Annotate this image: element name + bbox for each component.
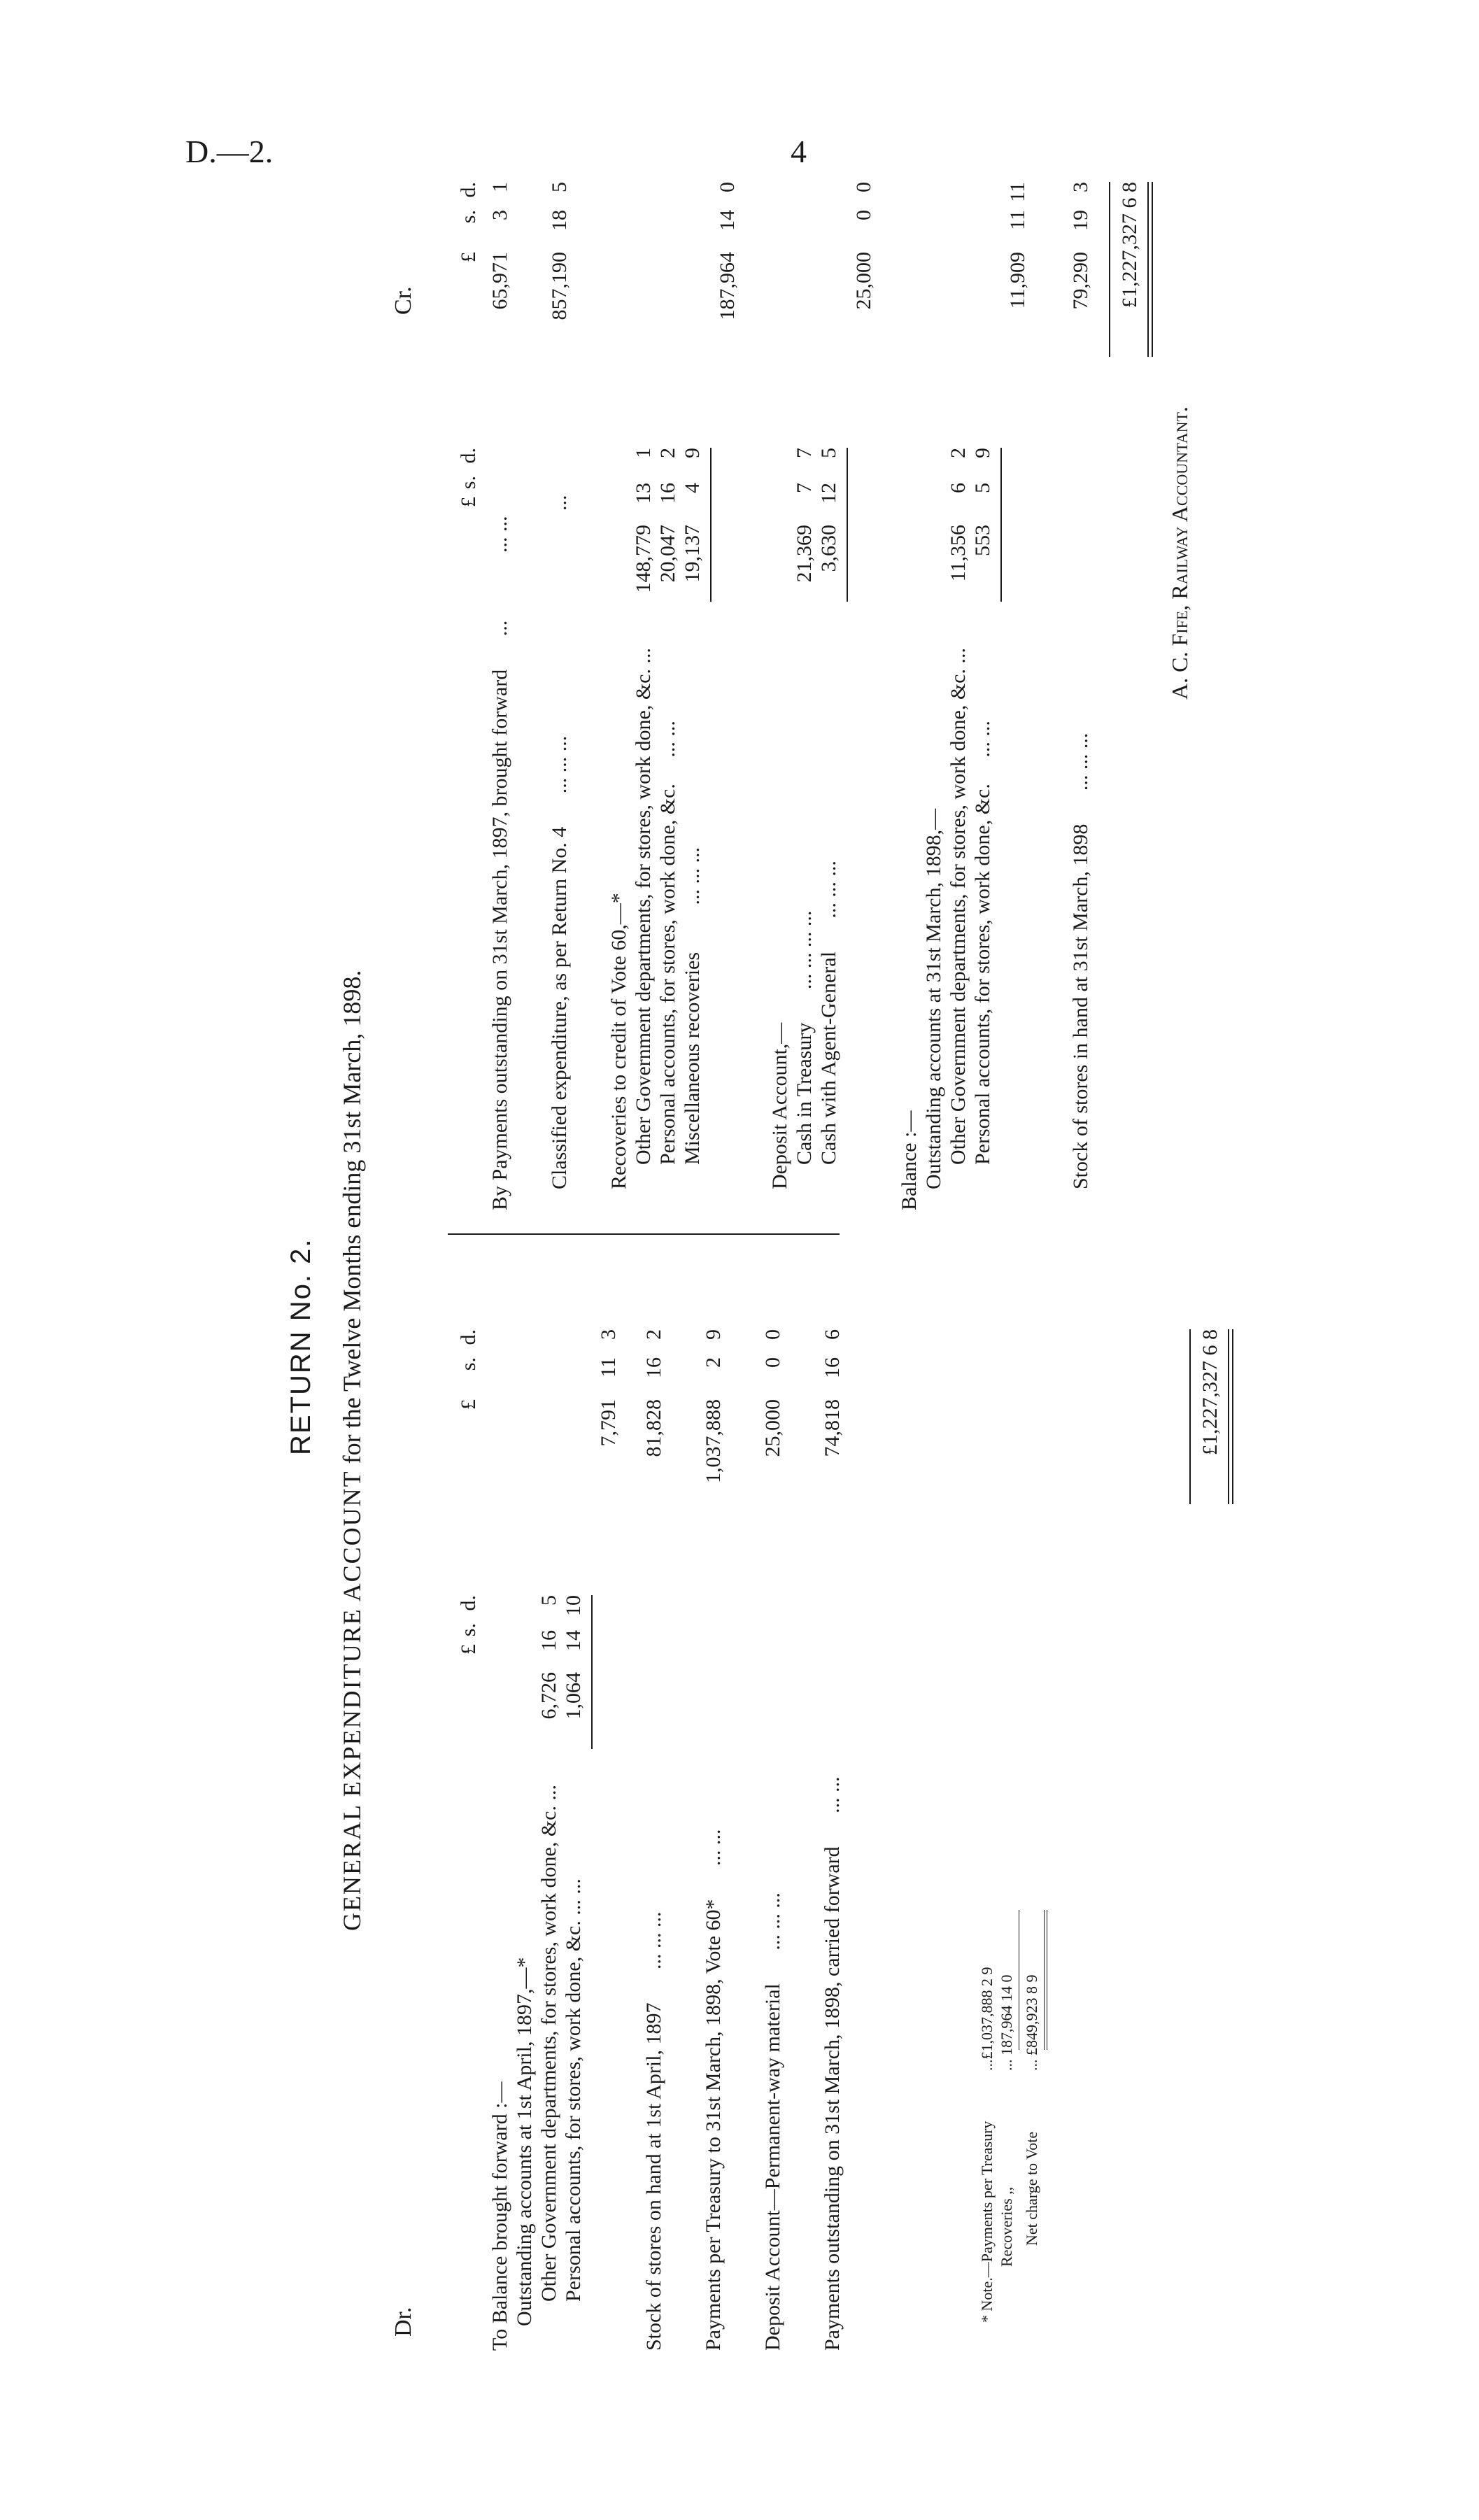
- account-title-period: for the Twelve Months ending 31st March, 1898.: [338, 970, 366, 1464]
- dr-row-outstanding-carried: [822, 1776, 843, 2351]
- cr-total-pence: 5: [548, 182, 571, 192]
- dr-row-dots: ... ... ...: [642, 1911, 665, 1970]
- cr-sub-shillings: 7: [793, 483, 816, 493]
- cr-balance-govt: [948, 648, 969, 1165]
- cr-row-classified: [549, 736, 570, 1189]
- cr-row-text: Stock of stores in hand at 31st March, 1898: [1069, 823, 1092, 1189]
- dr-tot-pounds-head: £: [457, 1399, 480, 1410]
- cr-grand-total-rule-top: [1109, 182, 1110, 357]
- cr-sub-pounds: 21,369: [793, 525, 816, 583]
- note-value-3: ... £849,923 8 9: [1023, 1974, 1040, 2071]
- cr-sub-pence: 5: [817, 448, 840, 458]
- cr-deposit-heading: Deposit Account,—: [768, 1022, 791, 1189]
- dr-total-pence: 2: [642, 1329, 665, 1340]
- cr-balance-heading: Balance :—: [898, 1110, 921, 1210]
- cr-deposit-agent: [819, 861, 840, 1165]
- cr-recovery-misc: [682, 847, 703, 1165]
- note-label-3: Net charge to Vote: [1023, 2131, 1040, 2246]
- dr-total-shillings: 16: [642, 1357, 665, 1378]
- note-label-2: Recoveries ,,: [998, 2186, 1015, 2267]
- cr-sub-shillings: 6: [947, 483, 970, 493]
- cr-row-dots: ... ...: [971, 721, 994, 758]
- cr-grand-total: £1,227,327 6 8: [1118, 182, 1141, 308]
- cr-sub-shillings-head: s.: [457, 476, 480, 490]
- dr-row-dots: ... ... ...: [761, 1892, 784, 1951]
- note-label-1: * Note.—Payments per Treasury: [978, 2121, 996, 2323]
- cr-row-text: By Payments outstanding on 31st March, 1897, brought forward: [488, 669, 511, 1210]
- cr-sub-pounds-head: £: [457, 497, 480, 507]
- cr-row-dots: ... ...: [656, 721, 679, 758]
- cr-tot-shillings-head: s.: [457, 210, 480, 224]
- account-title: [339, 970, 365, 1931]
- cr-total-pence: 1: [488, 182, 511, 192]
- cr-total-pence: 0: [716, 182, 739, 192]
- cr-row-dots: ... ... ...: [681, 847, 704, 905]
- cr-sub-pence: 9: [971, 448, 994, 458]
- cr-sub-shillings: 4: [681, 483, 704, 493]
- dr-total-shillings: 16: [821, 1357, 844, 1378]
- dr-sub-pence: 10: [562, 1595, 585, 1616]
- note-double-rule-a: [1044, 1910, 1045, 2050]
- cr-row-dots: ... ... ...: [817, 861, 840, 919]
- dr-intro: To Balance brought forward :—: [488, 2081, 511, 2351]
- cr-tot-pounds-head: £: [457, 252, 480, 262]
- cr-total-pence: 0: [852, 182, 875, 192]
- cr-sub-pounds: 148,779: [632, 525, 655, 593]
- cr-sub-pence: 2: [947, 448, 970, 458]
- cr-deposit-treasury: [794, 911, 815, 1165]
- cr-sub-pence-head: d.: [457, 448, 480, 464]
- cr-row-dots: ... ... ... ...: [793, 910, 816, 990]
- page-number: 4: [791, 134, 807, 169]
- rotated-ledger: [140, 0, 1329, 2365]
- doc-reference: D.—2.: [185, 134, 274, 169]
- dr-row-text: Deposit Account—Permanent-way material: [761, 1983, 784, 2351]
- cr-total-pounds: 187,964: [716, 252, 739, 320]
- dr-total-pence: 9: [702, 1329, 725, 1340]
- dr-total-pounds: 81,828: [642, 1399, 665, 1457]
- dr-sub-pounds: 6,726: [537, 1672, 560, 1720]
- cr-row-text: Other Government departments, for stores, work done, &c.: [947, 669, 970, 1165]
- cr-row-text: Personal accounts, for stores, work done, &c.: [656, 784, 679, 1165]
- dr-row-payments-treasury: [703, 1829, 724, 2351]
- center-divider: [448, 1233, 840, 1235]
- account-title-caps: GENERAL EXPENDITURE ACCOUNT: [338, 1470, 366, 1931]
- dr-total-shillings: 11: [597, 1357, 620, 1378]
- cr-sub-pounds: 19,137: [681, 525, 704, 583]
- cr-row-text: Cash in Treasury: [793, 1022, 816, 1165]
- dr-total-pence: 0: [761, 1329, 784, 1340]
- dr-row-dots: ... ...: [821, 1776, 844, 1813]
- dr-total-pence: 6: [821, 1329, 844, 1340]
- cr-sub-pence: 2: [656, 448, 679, 458]
- dr-tot-pence-head: d.: [457, 1329, 480, 1345]
- dr-row-dots: ... ...: [562, 1878, 585, 1916]
- dr-total-pounds: 7,791: [597, 1399, 620, 1447]
- cr-sub-shillings: 13: [632, 483, 655, 504]
- dr-row-dots: ...: [537, 1785, 560, 1801]
- cr-total-shillings: 0: [852, 210, 875, 220]
- cr-balance-rule: [1000, 448, 1002, 602]
- dr-row-text: Other Government departments, for stores, work done, &c.: [537, 1806, 560, 2302]
- dr-row-text: Payments outstanding on 31st March, 1898, carried forward: [821, 1846, 844, 2351]
- cr-row-text: Other Government departments, for stores, work done, &c.: [632, 669, 655, 1165]
- note-value-2: ... 187,964 14 0: [998, 1974, 1015, 2071]
- dr-row-text: Personal accounts, for stores, work done, &c.: [562, 1920, 585, 2302]
- dr-outstanding-heading: Outstanding accounts at 1st April, 1897,—*: [513, 1957, 536, 2326]
- dr-sub-shillings: 16: [537, 1630, 560, 1651]
- note-value-1: ...£1,037,888 2 9: [978, 1967, 996, 2071]
- cr-total-shillings: 18: [548, 210, 571, 231]
- cr-grand-total-rule-b: [1152, 182, 1153, 357]
- dr-grand-total-rule-b: [1232, 1329, 1233, 1504]
- cr-recovery-personal: [658, 721, 679, 1165]
- dr-grand-total: £1,227,327 6 8: [1198, 1329, 1222, 1455]
- dr-grand-total-rule-top: [1189, 1329, 1191, 1504]
- cr-sub-shillings: 5: [971, 483, 994, 493]
- cr-sub-pence: 1: [632, 448, 655, 458]
- cr-tot-pence-head: d.: [457, 182, 480, 198]
- cr-row-dots: ...: [488, 620, 511, 637]
- dr-tot-shillings-head: s.: [457, 1357, 480, 1371]
- cr-row-dots: ... ... ...: [548, 735, 571, 794]
- cr-total-pounds: 65,971: [488, 252, 511, 310]
- cr-sub-pounds: 11,356: [947, 525, 970, 582]
- debit-label: Dr.: [390, 2307, 416, 2337]
- cr-row-text: Personal accounts, for stores, work done, &c.: [971, 784, 994, 1165]
- dr-row-govt-depts: [539, 1785, 560, 2302]
- dr-subtotal-rule: [591, 1595, 593, 1749]
- cr-sub-pence: 9: [681, 448, 704, 458]
- cr-stock: [1070, 733, 1091, 1189]
- cr-row-sub-dots: ... ...: [488, 516, 511, 553]
- cr-recovery-govt: [633, 648, 654, 1165]
- cr-row-dots: ...: [632, 648, 655, 664]
- dr-sub-pence-head: d.: [457, 1595, 480, 1611]
- dr-row-text: Payments per Treasury to 31st March, 1898, Vote 60*: [702, 1899, 725, 2351]
- dr-row-stock: [644, 1912, 665, 2351]
- credit-label: Cr.: [390, 286, 416, 315]
- dr-total-pounds: 25,000: [761, 1399, 784, 1457]
- cr-row-outstanding-1897: [490, 621, 511, 1210]
- cr-total-shillings: 19: [1069, 210, 1092, 231]
- cr-total-pence: 11: [1006, 182, 1029, 202]
- dr-row-personal: [563, 1878, 584, 2302]
- dr-sub-pence: 5: [537, 1595, 560, 1606]
- return-number: RETURN No. 2.: [285, 1238, 316, 1455]
- dr-total-shillings: 2: [702, 1357, 725, 1368]
- dr-total-pence: 3: [597, 1329, 620, 1340]
- cr-row-text: Classified expenditure, as per Return No. 4: [548, 826, 571, 1189]
- cr-total-pounds: 25,000: [852, 252, 875, 310]
- cr-deposit-rule: [847, 448, 848, 602]
- cr-row-sub-dots: ...: [548, 495, 571, 511]
- cr-sub-pounds: 553: [971, 525, 994, 556]
- dr-row-text: Stock of stores on hand at 1st April, 1897: [642, 2002, 665, 2351]
- signature: A. C. Fife, Railway Accountant.: [1167, 406, 1192, 700]
- cr-total-pounds: 79,290: [1069, 252, 1092, 310]
- dr-row-dots: ... ...: [702, 1829, 725, 1866]
- cr-sub-pounds: 3,630: [817, 525, 840, 572]
- dr-sub-shillings: 14: [562, 1630, 585, 1651]
- cr-row-text: Miscellaneous recoveries: [681, 951, 704, 1165]
- cr-balance-personal: [972, 721, 993, 1165]
- cr-sub-pounds: 20,047: [656, 525, 679, 583]
- cr-total-shillings: 14: [716, 210, 739, 231]
- cr-row-text: Cash with Agent-General: [817, 951, 840, 1165]
- dr-total-pounds: 1,037,888: [702, 1399, 725, 1483]
- cr-total-shillings: 11: [1006, 210, 1029, 230]
- cr-sub-pence: 7: [793, 448, 816, 458]
- cr-total-shillings: 3: [488, 210, 511, 220]
- cr-sub-shillings: 12: [817, 483, 840, 504]
- cr-total-pounds: 857,190: [548, 252, 571, 320]
- cr-total-pounds: 11,909: [1006, 252, 1029, 309]
- cr-recoveries-heading: Recoveries to credit of Vote 60,—*: [607, 893, 630, 1189]
- dr-total-shillings: 0: [761, 1357, 784, 1368]
- dr-sub-pounds-head: £: [457, 1644, 480, 1655]
- cr-recoveries-rule: [710, 448, 712, 602]
- dr-grand-total-rule-a: [1228, 1329, 1229, 1504]
- cr-row-dots: ... ... ...: [1069, 732, 1092, 791]
- cr-grand-total-rule-a: [1147, 182, 1149, 357]
- dr-sub-pounds: 1,064: [562, 1672, 585, 1720]
- dr-sub-shillings-head: s.: [457, 1623, 480, 1637]
- cr-balance-outstanding: Outstanding accounts at 31st March, 1898,—: [922, 808, 945, 1189]
- dr-total-pounds: 74,818: [821, 1399, 844, 1457]
- cr-sub-shillings: 16: [656, 483, 679, 504]
- cr-total-pence: 3: [1069, 182, 1092, 192]
- dr-row-deposit: [763, 1892, 784, 2351]
- cr-row-dots: ...: [947, 648, 970, 664]
